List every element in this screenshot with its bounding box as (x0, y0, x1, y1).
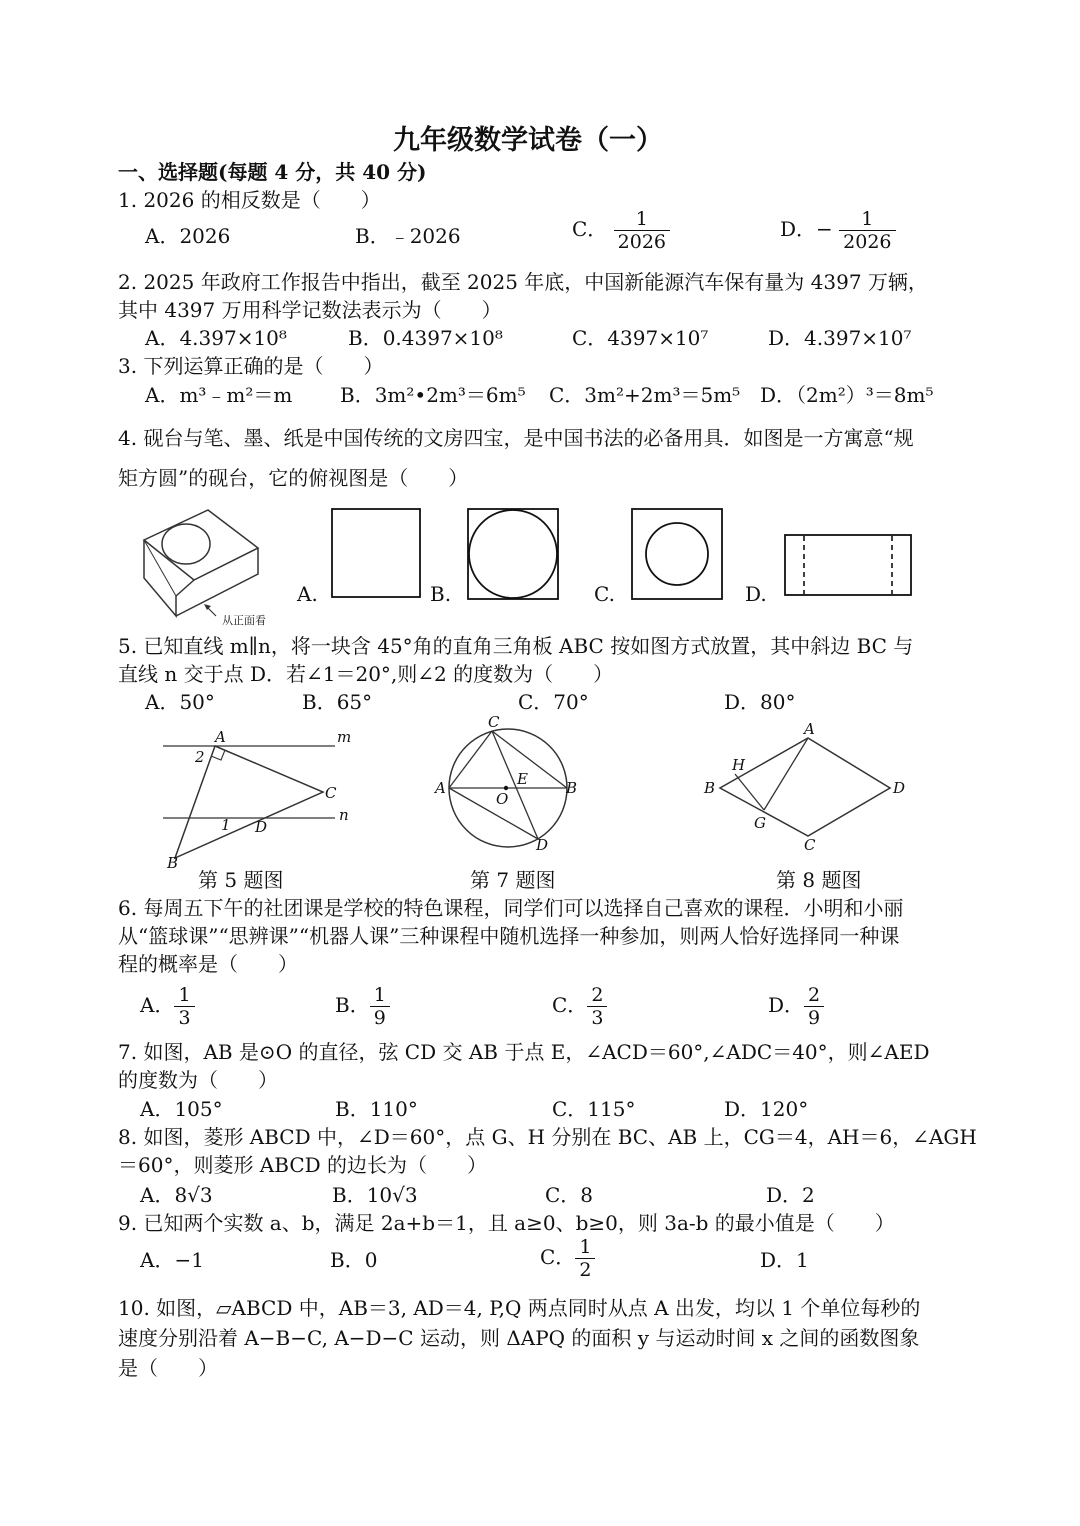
q3-stem: 3. 下列运算正确的是（ ） (118, 354, 384, 378)
q1-option-c-label: C． (572, 217, 608, 241)
q6-option-b-fraction: $\frac{1}{9}$ (370, 984, 390, 1029)
q4-stem-line1: 4. 砚台与笔、墨、纸是中国传统的文房四宝，是中国书法的必备用具．如图是一方寓意“规 (118, 426, 914, 450)
q2-stem-line2: 其中 4397 万用科学记数法表示为（ ） (118, 298, 502, 322)
q2-option-c[interactable]: C．4397×10⁷ (572, 326, 709, 350)
f5-label-D: D (255, 818, 268, 836)
q3-option-d[interactable]: D．（2m²）³＝8m⁵ (760, 383, 934, 407)
q8-option-a[interactable]: A．8√3 (140, 1183, 213, 1207)
q7-option-d[interactable]: D．120° (724, 1097, 809, 1121)
q7-option-b[interactable]: B．110° (335, 1097, 418, 1121)
q1-option-d-sign: − (816, 217, 833, 241)
f8-label-A: A (804, 720, 815, 738)
f5-label-A: A (215, 728, 226, 746)
q6-option-a-fraction: $\frac{1}{3}$ (174, 984, 194, 1029)
q8-option-d[interactable]: D．2 (766, 1183, 815, 1207)
q5-option-d[interactable]: D．80° (724, 690, 796, 714)
q8-stem-line1: 8. 如图，菱形 ABCD 中，∠D＝60°，点 G、H 分别在 BC、AB 上，CG＝4，AH＝6，∠AGH (118, 1125, 977, 1149)
q6-option-b[interactable] (335, 984, 390, 1029)
q9-option-a[interactable]: A．−1 (140, 1248, 204, 1272)
q8-option-c[interactable]: C．8 (545, 1183, 594, 1207)
q4-option-c-square-small-circle[interactable] (631, 508, 723, 600)
q4-option-d-label[interactable]: D. (745, 582, 767, 606)
q6-option-d[interactable] (768, 984, 824, 1029)
q6-option-b-label: B． (335, 993, 370, 1017)
f8-label-C: C (804, 836, 816, 854)
f5-label-C: C (325, 784, 337, 802)
q6-option-d-label: D． (768, 993, 805, 1017)
q4-front-view-label: 从正面看 (222, 614, 266, 627)
q1-option-d-fraction: $\frac{1}{2026}$ (839, 208, 895, 253)
f8-label-B: B (704, 779, 716, 797)
f7-label-E: E (517, 770, 528, 788)
q5-stem-line1: 5. 已知直线 m∥n，将一块含 45°角的直角三角板 ABC 按如图方式放置，其中斜边 BC 与 (118, 634, 914, 658)
q10-stem-line3: 是（ ） (118, 1356, 218, 1380)
q1-stem: 1. 2026 的相反数是（ ） (118, 188, 381, 212)
f8-label-D: D (893, 779, 906, 797)
q7-stem-line1: 7. 如图，AB 是⊙O 的直径，弦 CD 交 AB 于点 E，∠ACD＝60°,∠ADC＝40°，则∠AED (118, 1040, 930, 1064)
figure-8-caption: 第 8 题图 (776, 868, 862, 892)
q6-option-a[interactable] (140, 984, 195, 1029)
q5-stem-line2: 直线 n 交于点 D．若∠1＝20°,则∠2 的度数为（ ） (118, 662, 614, 686)
q1-option-c[interactable] (572, 208, 670, 253)
q6-option-a-label: A． (140, 993, 175, 1017)
q5-option-c[interactable]: C．70° (518, 690, 589, 714)
q5-option-b[interactable]: B．65° (302, 690, 373, 714)
f5-label-B: B (167, 854, 179, 872)
figure-5-caption: 第 5 题图 (198, 868, 284, 892)
q9-option-b[interactable]: B．0 (330, 1248, 378, 1272)
f8-label-H: H (732, 756, 746, 774)
q2-option-a[interactable]: A．4.397×10⁸ (145, 326, 287, 350)
q2-option-d[interactable]: D．4.397×10⁷ (768, 326, 912, 350)
q9-stem: 9. 已知两个实数 a、b，满足 2a+b＝1，且 a≥0、b≥0，则 3a-b 的最小值是（ ） (118, 1211, 895, 1235)
q4-inkstone-figure (136, 508, 266, 628)
q4-option-a-label[interactable]: A. (297, 582, 318, 606)
q1-option-b[interactable]: B．﹣2026 (355, 224, 461, 248)
f7-label-A: A (435, 779, 446, 797)
q4-stem-line2: 矩方圆”的砚台，它的俯视图是（ ） (118, 466, 469, 490)
q7-option-a[interactable]: A．105° (140, 1097, 223, 1121)
f5-label-m: m (337, 728, 352, 746)
q1-option-c-fraction: $\frac{1}{2026}$ (614, 208, 670, 253)
q3-option-a[interactable]: A．m³﹣m²＝m (145, 383, 293, 407)
q6-option-d-fraction: $\frac{2}{9}$ (804, 984, 824, 1029)
q4-option-d-rectangle-dashed[interactable] (784, 534, 912, 596)
q9-option-c[interactable] (540, 1236, 595, 1281)
q7-stem-line2: 的度数为（ ） (118, 1068, 278, 1092)
q6-option-c-fraction: $\frac{2}{3}$ (587, 984, 607, 1029)
q4-option-b-square-circle[interactable] (467, 508, 559, 600)
f5-label-n: n (339, 806, 349, 824)
q9-option-d[interactable]: D．1 (760, 1248, 809, 1272)
q6-option-c-label: C． (552, 993, 588, 1017)
q1-option-d-label: D． (780, 217, 817, 241)
q8-option-b[interactable]: B．10√3 (332, 1183, 418, 1207)
figure-7-caption: 第 7 题图 (470, 868, 556, 892)
figure-5 (155, 728, 355, 870)
q4-option-a-square[interactable] (331, 508, 421, 598)
figure-7 (430, 712, 590, 852)
q10-stem-line1: 10. 如图，▱ABCD 中，AB＝3, AD＝4, P,Q 两点同时从点 A 出发，均以 1 个单位每秒的 (118, 1296, 921, 1320)
q5-option-a[interactable]: A．50° (145, 690, 215, 714)
f7-label-O: O (496, 790, 509, 808)
q9-option-c-label: C． (540, 1245, 576, 1269)
q1-option-a[interactable]: A．2026 (145, 224, 231, 248)
figure-8 (700, 720, 915, 854)
q3-option-b[interactable]: B．3m²•2m³＝6m⁵ (340, 383, 526, 407)
f5-label-2: 2 (195, 748, 205, 766)
f5-label-1: 1 (221, 816, 231, 834)
page-title: 九年级数学试卷（一） (393, 125, 663, 156)
q2-option-b[interactable]: B．0.4397×10⁸ (348, 326, 503, 350)
q8-stem-line2: ＝60°，则菱形 ABCD 的边长为（ ） (118, 1153, 488, 1177)
q2-stem-line1: 2. 2025 年政府工作报告中指出，截至 2025 年底，中国新能源汽车保有量为 4397 万辆， (118, 270, 928, 294)
q1-option-d[interactable] (780, 208, 896, 253)
f8-label-G: G (754, 814, 766, 832)
q6-stem-line1: 6. 每周五下午的社团课是学校的特色课程，同学们可以选择自己喜欢的课程．小明和小丽 (118, 896, 904, 920)
q3-option-c[interactable]: C．3m²+2m³＝5m⁵ (549, 383, 741, 407)
q7-option-c[interactable]: C．115° (552, 1097, 636, 1121)
f7-label-D: D (536, 836, 549, 854)
f7-label-B: B (566, 779, 578, 797)
q6-stem-line2: 从“篮球课”“思辨课”“机器人课”三种课程中随机选择一种参加，则两人恰好选择同一种课 (118, 924, 900, 948)
q4-option-b-label[interactable]: B. (430, 582, 452, 606)
f7-label-C: C (488, 713, 500, 731)
q4-option-c-label[interactable]: C. (594, 582, 615, 606)
section-heading: 一、选择题(每题 4 分，共 40 分) (118, 160, 427, 184)
q6-option-c[interactable] (552, 984, 607, 1029)
q6-stem-line3: 程的概率是（ ） (118, 952, 298, 976)
q9-option-c-fraction: $\frac{1}{2}$ (575, 1236, 595, 1281)
q10-stem-line2: 速度分别沿着 A−B−C, A−D−C 运动，则 ΔAPQ 的面积 y 与运动时间 x 之间的函数图象 (118, 1326, 920, 1350)
